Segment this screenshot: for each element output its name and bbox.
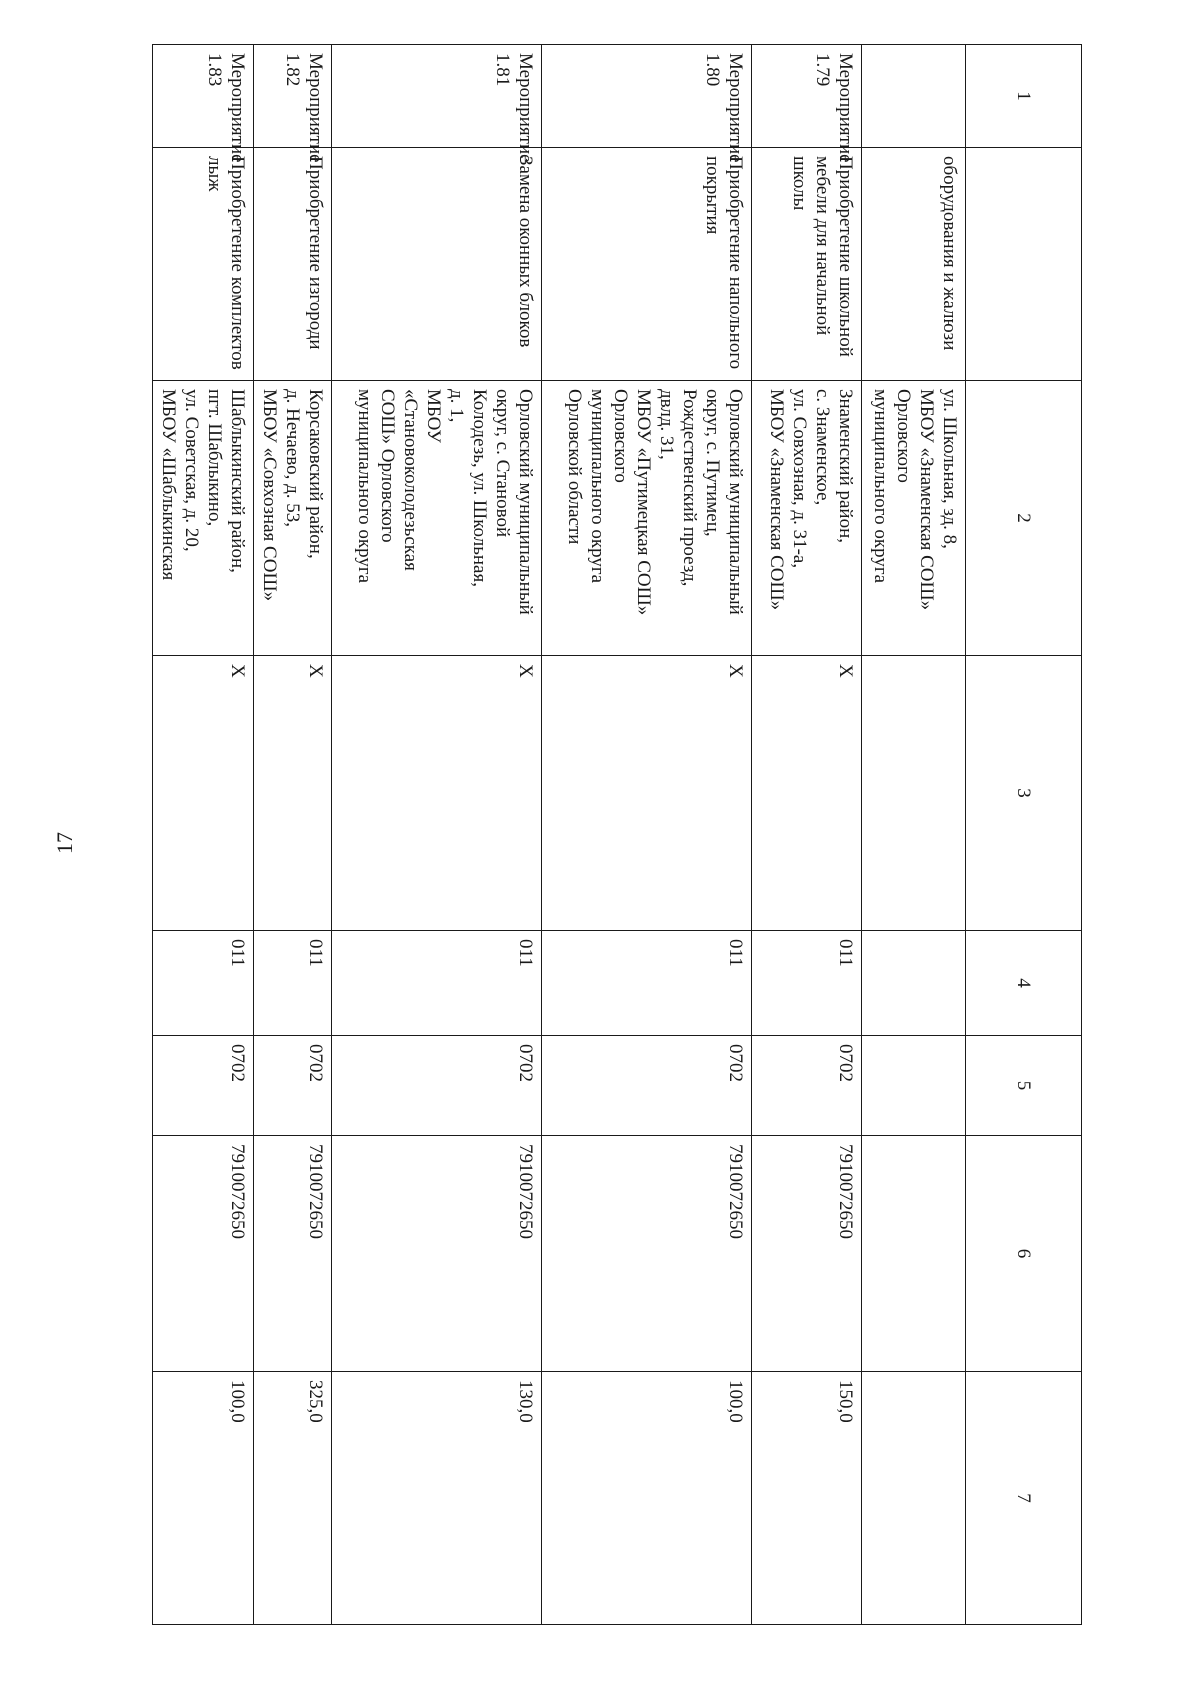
code5-cell: 0702 — [153, 1036, 254, 1136]
table-body — [153, 45, 966, 1625]
table-row — [332, 45, 542, 1625]
address-cell-line: ул. Советская, д. 20, — [181, 389, 202, 552]
code6-cell — [862, 1136, 966, 1372]
amount-cell — [862, 1372, 966, 1625]
measure-name-cell-line: Замена оконных блоков — [515, 156, 536, 348]
measure-number-cell-line: 1.83 — [204, 53, 225, 87]
measure-name-cell-line: Приобретение комплектов — [227, 156, 248, 370]
address-cell-line: МБОУ «Путимецкая СОШ» — [633, 389, 654, 616]
measure-name-cell — [153, 148, 254, 381]
address-cell-line: Орловский муниципальный — [515, 389, 536, 615]
code5-cell: 0702 — [752, 1036, 862, 1136]
header-cell: 6 — [966, 1136, 1082, 1372]
col3-cell: Х — [153, 656, 254, 931]
table-row — [153, 45, 254, 1625]
address-cell-line: муниципального округа — [870, 389, 891, 584]
measure-number-cell — [542, 45, 752, 163]
rotated-table-container — [158, 44, 1082, 1624]
measure-name-cell — [542, 148, 752, 381]
address-cell-line: МБОУ «Шаблыкинская — [158, 389, 179, 581]
address-cell-line: Колодезь, ул. Школьная, — [469, 389, 490, 587]
measure-number-cell — [153, 45, 254, 163]
address-cell-line: МБОУ «Знаменская СОШ» — [766, 389, 787, 611]
measure-number-cell-line: 1.80 — [702, 53, 723, 87]
amount-cell: 325,0 — [254, 1372, 332, 1625]
address-cell — [752, 381, 862, 656]
code5-cell: 0702 — [332, 1036, 542, 1136]
measures-table — [152, 44, 1082, 1625]
code5-cell: 0702 — [542, 1036, 752, 1136]
measure-name-cell-line: Приобретение напольного — [725, 156, 746, 370]
header-cell: 2 — [966, 381, 1082, 656]
measure-name-cell-line: Приобретение школьной — [835, 156, 856, 357]
measure-number-cell-line: 1.79 — [812, 53, 833, 87]
table-row — [542, 45, 752, 1625]
address-cell-line: двлд. 31, — [656, 389, 677, 460]
code6-cell: 7910072650 — [254, 1136, 332, 1372]
address-cell-line: с. Знаменское, — [812, 389, 833, 506]
address-cell-line: ул. Школьная, зд. 8, — [939, 389, 960, 549]
measure-name-cell — [332, 148, 542, 381]
address-cell — [153, 381, 254, 656]
measure-name-cell-line: оборудования и жалюзи — [939, 156, 960, 351]
measure-number-cell-line: 1.82 — [282, 53, 303, 87]
measure-number-cell — [862, 45, 966, 148]
code4-cell: 011 — [153, 931, 254, 1036]
address-cell-line: округ, с. Путимец, — [702, 389, 723, 537]
col3-cell: Х — [254, 656, 332, 931]
measure-number-cell-line: Мероприятие — [835, 53, 856, 163]
table-row — [254, 45, 332, 1625]
address-cell-line: Знаменский район, — [835, 389, 856, 544]
header-cell: 1 — [966, 45, 1082, 148]
code4-cell: 011 — [752, 931, 862, 1036]
address-cell-line: МБОУ — [423, 389, 444, 443]
address-cell-line: Шаблыкинский район, — [227, 389, 248, 573]
measure-name-cell-line: школы — [789, 156, 810, 211]
code4-cell: 011 — [254, 931, 332, 1036]
code6-cell: 7910072650 — [542, 1136, 752, 1372]
amount-cell: 130,0 — [332, 1372, 542, 1625]
measure-name-cell-line: лыж — [204, 156, 225, 192]
code6-cell: 7910072650 — [153, 1136, 254, 1372]
address-cell-line: ул. Совхозная, д. 31-а, — [789, 389, 810, 569]
code4-cell: 011 — [332, 931, 542, 1036]
measure-number-cell-line: Мероприятие — [515, 53, 536, 163]
address-cell-line: д. 1, — [446, 389, 467, 423]
address-cell-line: МБОУ «Совхозная СОШ» — [259, 389, 280, 602]
measure-number-cell — [254, 45, 332, 163]
address-cell-line: Орловского — [893, 389, 914, 483]
address-cell-line: Корсаковский район, — [305, 389, 326, 559]
measure-number-cell — [752, 45, 862, 163]
measure-name-cell-line: мебели для начальной — [812, 156, 833, 336]
col3-cell: Х — [332, 656, 542, 931]
measure-name-cell — [752, 148, 862, 381]
address-cell — [332, 381, 542, 656]
header-cell: 4 — [966, 931, 1082, 1036]
address-cell-line: муниципального округа — [354, 389, 375, 584]
col3-cell: Х — [542, 656, 752, 931]
measure-name-cell-line: Приобретение изгороди — [305, 156, 326, 350]
header-cell: 7 — [966, 1372, 1082, 1625]
amount-cell: 150,0 — [752, 1372, 862, 1625]
header-cell — [966, 148, 1082, 381]
measure-name-cell — [254, 148, 332, 381]
col3-cell: Х — [752, 656, 862, 931]
code5-cell: 0702 — [254, 1036, 332, 1136]
address-cell — [862, 381, 966, 656]
measure-number-cell-line: Мероприятие — [305, 53, 326, 163]
measure-number-cell-line: Мероприятие — [725, 53, 746, 163]
address-cell-line: «Становоколодезьская — [400, 389, 421, 571]
address-cell-line: пгт. Шаблыкино, — [204, 389, 225, 527]
table-row — [752, 45, 862, 1625]
address-cell-line: МБОУ «Знаменская СОШ» — [916, 389, 937, 611]
code4-cell — [862, 931, 966, 1036]
header-cell: 5 — [966, 1036, 1082, 1136]
address-cell-line: Орловской области — [564, 389, 585, 545]
col3-cell — [862, 656, 966, 931]
measure-number-cell — [332, 45, 542, 163]
code6-cell: 7910072650 — [752, 1136, 862, 1372]
address-cell-line: д. Нечаево, д. 53, — [282, 389, 303, 528]
code6-cell: 7910072650 — [332, 1136, 542, 1372]
address-cell-line: Орловский муниципальный — [725, 389, 746, 615]
address-cell — [542, 381, 752, 656]
amount-cell: 100,0 — [542, 1372, 752, 1625]
code4-cell: 011 — [542, 931, 752, 1036]
page-number: 17 — [52, 832, 77, 854]
amount-cell: 100,0 — [153, 1372, 254, 1625]
address-cell-line: округ, с. Становой — [492, 389, 513, 538]
measure-number-cell-line: 1.81 — [492, 53, 513, 87]
address-cell-line: муниципального округа — [587, 389, 608, 584]
table-header-row — [966, 45, 1082, 1625]
address-cell — [254, 381, 332, 656]
measure-number-cell-line: Мероприятие — [227, 53, 248, 163]
code5-cell — [862, 1036, 966, 1136]
measure-name-cell — [862, 148, 966, 381]
address-cell-line: Рождественский проезд, — [679, 389, 700, 587]
measure-name-cell-line: покрытия — [702, 156, 723, 235]
table-row — [862, 45, 966, 1625]
header-cell: 3 — [966, 656, 1082, 931]
address-cell-line: Орловского — [610, 389, 631, 483]
address-cell-line: СОШ» Орловского — [377, 389, 398, 543]
